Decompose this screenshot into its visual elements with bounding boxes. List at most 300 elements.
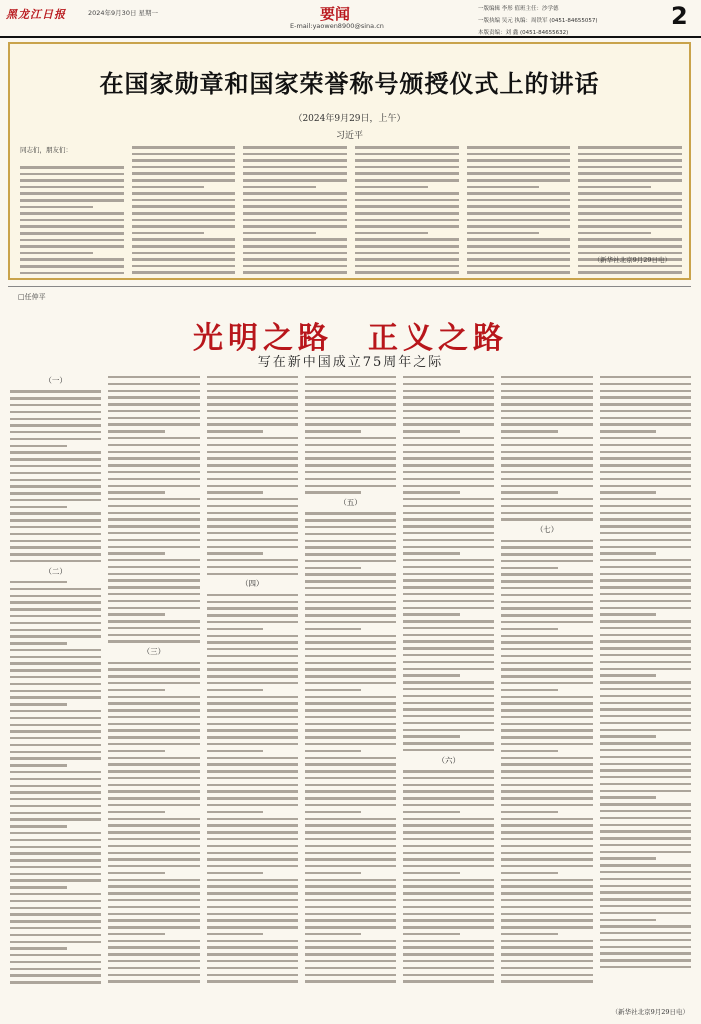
text-line [243, 179, 347, 182]
text-line [10, 744, 101, 746]
feature-body [10, 376, 691, 988]
text-line [243, 146, 347, 149]
text-line [403, 913, 494, 915]
text-line [355, 179, 459, 182]
text-line [355, 153, 459, 156]
text-line [501, 614, 592, 616]
text-line [10, 533, 101, 535]
text-line [403, 539, 494, 541]
text-line [132, 212, 236, 215]
text-line [10, 859, 101, 861]
text-line [501, 403, 592, 405]
text-line [10, 703, 67, 705]
text-line [10, 506, 67, 508]
text-line [403, 423, 494, 425]
text-line [108, 702, 199, 704]
text-line [132, 179, 236, 182]
text-line [403, 383, 494, 385]
text-line [403, 845, 494, 847]
text-line [305, 635, 396, 637]
text-line [10, 560, 101, 562]
text-line [305, 885, 396, 887]
text-line [467, 172, 571, 175]
text-line [305, 655, 396, 657]
text-line [403, 742, 494, 744]
text-line [600, 491, 657, 493]
text-line [305, 396, 396, 398]
text-line [501, 913, 592, 915]
text-line [108, 974, 199, 976]
text-line [207, 635, 298, 637]
text-line [10, 390, 101, 392]
text-line [10, 839, 101, 841]
text-line [403, 478, 494, 480]
speech-column [132, 146, 236, 274]
text-line [501, 607, 592, 609]
feature-source-note: （新华社北京9月29日电） [611, 1008, 689, 1016]
text-line [207, 702, 298, 704]
text-line [501, 648, 592, 650]
text-line [207, 831, 298, 833]
text-line [108, 410, 199, 412]
text-line [10, 485, 101, 487]
text-line [600, 539, 691, 541]
text-line [108, 716, 199, 718]
text-line [501, 885, 592, 887]
text-line [501, 729, 592, 731]
text-line [501, 478, 592, 480]
text-line [207, 940, 298, 942]
text-line [207, 770, 298, 772]
text-line [501, 682, 592, 684]
text-line [600, 498, 691, 500]
text-line [207, 410, 298, 412]
text-line [305, 560, 396, 562]
text-line [600, 742, 691, 744]
text-line [600, 640, 691, 642]
text-line [108, 933, 165, 935]
text-line [108, 471, 199, 473]
text-line [600, 912, 691, 914]
text-line [305, 451, 396, 453]
text-line [132, 153, 236, 156]
text-line [305, 933, 362, 935]
text-line [355, 219, 459, 222]
text-line [108, 457, 199, 459]
text-line [403, 437, 494, 439]
text-line [207, 594, 298, 596]
text-line [207, 675, 298, 677]
text-line [108, 444, 199, 446]
text-line [305, 906, 396, 908]
text-line [305, 444, 396, 446]
text-line [467, 258, 571, 261]
text-line [10, 397, 101, 399]
section-email[interactable]: E-mail:yaowen8900@sina.cn [290, 22, 384, 30]
text-line [467, 179, 571, 182]
text-line [207, 716, 298, 718]
text-line [600, 851, 691, 853]
text-line [207, 865, 298, 867]
text-line [501, 953, 592, 955]
text-line [403, 940, 494, 942]
text-line [305, 845, 396, 847]
text-line [207, 498, 298, 500]
text-line [305, 852, 396, 854]
text-line [10, 805, 101, 807]
text-line [600, 512, 691, 514]
text-line [600, 824, 691, 826]
text-line [403, 838, 494, 840]
text-line [108, 566, 199, 568]
text-line [501, 804, 592, 806]
text-line [305, 614, 396, 616]
text-line [600, 464, 691, 466]
text-line [10, 981, 101, 983]
speech-column [20, 146, 124, 274]
text-line [403, 376, 494, 378]
text-line [578, 172, 682, 175]
text-line [10, 730, 101, 732]
text-line [243, 205, 347, 208]
text-line [501, 736, 592, 738]
text-line [501, 573, 592, 575]
text-line [403, 681, 494, 683]
text-line [10, 954, 101, 956]
text-line [108, 546, 199, 548]
text-line [132, 258, 236, 261]
text-line [600, 735, 657, 737]
text-line [600, 681, 691, 683]
text-line [305, 831, 396, 833]
text-line [355, 199, 459, 202]
text-line [403, 919, 494, 921]
text-line [355, 238, 459, 241]
text-line [108, 838, 199, 840]
text-line [501, 628, 558, 630]
text-line [10, 893, 101, 895]
text-line [355, 172, 459, 175]
text-line [578, 212, 682, 215]
text-line [501, 655, 592, 657]
speech-body [20, 146, 682, 274]
text-line [403, 485, 494, 487]
text-line [600, 593, 691, 595]
text-line [600, 952, 691, 954]
text-line [10, 818, 101, 820]
text-line [600, 566, 691, 568]
text-line [108, 696, 199, 698]
text-line [305, 403, 396, 405]
text-line [403, 974, 494, 976]
text-line [403, 980, 494, 982]
section-heading: （六） [437, 755, 461, 765]
text-line [305, 485, 396, 487]
text-line [10, 974, 101, 976]
text-line [403, 471, 494, 473]
text-line [108, 906, 199, 908]
text-line [207, 872, 264, 874]
text-line [403, 729, 494, 731]
speech-headline[interactable]: 在国家勋章和国家荣誉称号颁授仪式上的讲话 [99, 69, 600, 98]
text-line [305, 628, 362, 630]
text-line [403, 620, 494, 622]
text-line [10, 710, 101, 712]
text-line [403, 811, 460, 813]
text-line [108, 953, 199, 955]
text-line [207, 485, 298, 487]
text-line [20, 186, 124, 189]
text-line [501, 919, 592, 921]
text-line [207, 804, 298, 806]
text-line [403, 451, 494, 453]
text-line [305, 913, 396, 915]
text-line [10, 907, 101, 909]
text-line [403, 906, 494, 908]
text-line [600, 383, 691, 385]
text-line [207, 858, 298, 860]
text-line [20, 179, 124, 182]
text-line [355, 192, 459, 195]
text-line [243, 232, 316, 235]
text-line [108, 668, 199, 670]
text-line [600, 471, 691, 473]
text-line [108, 525, 199, 527]
text-line [207, 573, 298, 575]
text-line [355, 166, 459, 169]
text-line [467, 166, 571, 169]
text-line [403, 885, 494, 887]
text-line [501, 960, 592, 962]
text-line [600, 756, 691, 758]
text-line [403, 396, 494, 398]
text-line [207, 471, 298, 473]
text-line [403, 818, 494, 820]
text-line [132, 172, 236, 175]
text-line [403, 797, 494, 799]
text-line [207, 505, 298, 507]
text-line [132, 238, 236, 241]
text-line [501, 845, 592, 847]
text-line [10, 913, 101, 915]
text-line [600, 451, 691, 453]
text-line [501, 757, 592, 759]
text-line [20, 212, 124, 215]
text-line [600, 946, 691, 948]
text-line [108, 885, 199, 887]
text-line [10, 873, 101, 875]
text-line [108, 926, 199, 928]
text-line [467, 219, 571, 222]
text-line [305, 675, 396, 677]
text-line [600, 891, 691, 893]
contact-line: 一版编辑 李彤 值班主任：沙学德 [478, 6, 559, 12]
text-line [108, 579, 199, 581]
text-line [501, 396, 592, 398]
text-line [501, 580, 592, 582]
text-line [501, 838, 592, 840]
text-line [207, 899, 298, 901]
text-line [600, 959, 691, 961]
text-line [600, 668, 691, 670]
text-line [10, 649, 101, 651]
text-line [10, 526, 101, 528]
text-line [467, 252, 571, 255]
speech-date: （2024年9月29日，上午） [293, 114, 406, 124]
text-line [207, 824, 298, 826]
text-line [10, 751, 101, 753]
text-line [10, 553, 101, 555]
text-line [403, 960, 494, 962]
text-line [305, 858, 396, 860]
text-line [355, 146, 459, 149]
text-line [132, 159, 236, 162]
feature-column [305, 376, 396, 988]
text-line [403, 586, 494, 588]
text-line [501, 587, 592, 589]
text-line [600, 695, 691, 697]
text-line [108, 600, 199, 602]
text-line [501, 940, 592, 942]
text-line [10, 920, 101, 922]
text-line [108, 913, 199, 915]
speech-column [467, 146, 571, 274]
text-line [403, 505, 494, 507]
text-line [403, 879, 494, 881]
feature-column [501, 376, 592, 988]
text-line [305, 736, 396, 738]
text-line [501, 696, 592, 698]
text-line [108, 723, 199, 725]
text-line [207, 919, 298, 921]
text-line [403, 552, 460, 554]
speech-author: 习近平 [335, 131, 363, 141]
text-line [600, 769, 691, 771]
text-line [403, 634, 494, 636]
text-line [10, 812, 101, 814]
text-line [305, 423, 396, 425]
text-line [501, 376, 592, 378]
text-line [305, 457, 396, 459]
text-line [600, 885, 691, 887]
text-line [501, 662, 592, 664]
text-line [207, 757, 298, 759]
text-line [403, 865, 494, 867]
text-line [467, 199, 571, 202]
text-line [10, 656, 101, 658]
text-line [10, 669, 101, 671]
text-line [305, 946, 396, 948]
feature-column [600, 376, 691, 988]
page-number: 2 [671, 2, 688, 30]
contact-phones [478, 3, 598, 39]
text-line [501, 790, 592, 792]
text-line [501, 811, 558, 813]
text-line [108, 532, 199, 534]
text-line [305, 709, 396, 711]
text-line [501, 750, 558, 752]
feature-column [10, 376, 101, 988]
text-line [10, 717, 101, 719]
text-line [600, 966, 691, 968]
text-line [243, 212, 347, 215]
feature-headline[interactable]: 光明之路 正义之路 [193, 321, 508, 356]
text-line [600, 796, 657, 798]
text-line [600, 715, 691, 717]
text-line [305, 790, 396, 792]
text-line [501, 601, 592, 603]
text-line [501, 553, 592, 555]
text-line [20, 245, 124, 248]
text-line [207, 763, 298, 765]
section-heading: （三） [142, 647, 166, 657]
text-line [132, 252, 236, 255]
text-line [108, 743, 199, 745]
text-line [600, 586, 691, 588]
text-line [501, 390, 592, 392]
text-line [305, 682, 396, 684]
text-line [108, 790, 199, 792]
text-line [403, 457, 494, 459]
text-line [243, 252, 347, 255]
text-line [108, 811, 165, 813]
text-line [207, 437, 298, 439]
text-line [403, 573, 494, 575]
text-line [243, 199, 347, 202]
text-line [578, 192, 682, 195]
text-line [501, 824, 592, 826]
text-line [305, 960, 396, 962]
text-line [501, 858, 592, 860]
text-line [578, 225, 682, 228]
text-line [10, 696, 101, 698]
text-line [108, 709, 199, 711]
text-line [10, 519, 101, 521]
text-line [10, 411, 101, 413]
text-line [10, 465, 101, 467]
text-line [578, 238, 682, 241]
text-line [10, 424, 101, 426]
text-line [305, 607, 396, 609]
text-line [600, 559, 691, 561]
text-line [207, 430, 264, 432]
text-line [10, 546, 101, 548]
text-line [305, 512, 396, 514]
text-line [305, 417, 396, 419]
newspaper-logo: 黑龙江日报 [6, 8, 66, 21]
text-line [501, 974, 592, 976]
text-line [108, 423, 199, 425]
text-line [305, 567, 362, 569]
text-line [578, 219, 682, 222]
text-line [501, 635, 592, 637]
text-line [10, 608, 101, 610]
text-line [207, 621, 298, 623]
text-line [108, 980, 199, 982]
text-line [600, 837, 691, 839]
text-line [600, 457, 691, 459]
text-line [403, 824, 494, 826]
text-line [403, 735, 460, 737]
text-line [207, 736, 298, 738]
text-line [108, 613, 165, 615]
feature-byline: □任仲平 [18, 293, 46, 301]
text-line [578, 265, 682, 268]
text-line [467, 225, 571, 228]
text-line [108, 865, 199, 867]
text-line [600, 844, 691, 846]
text-line [467, 146, 571, 149]
